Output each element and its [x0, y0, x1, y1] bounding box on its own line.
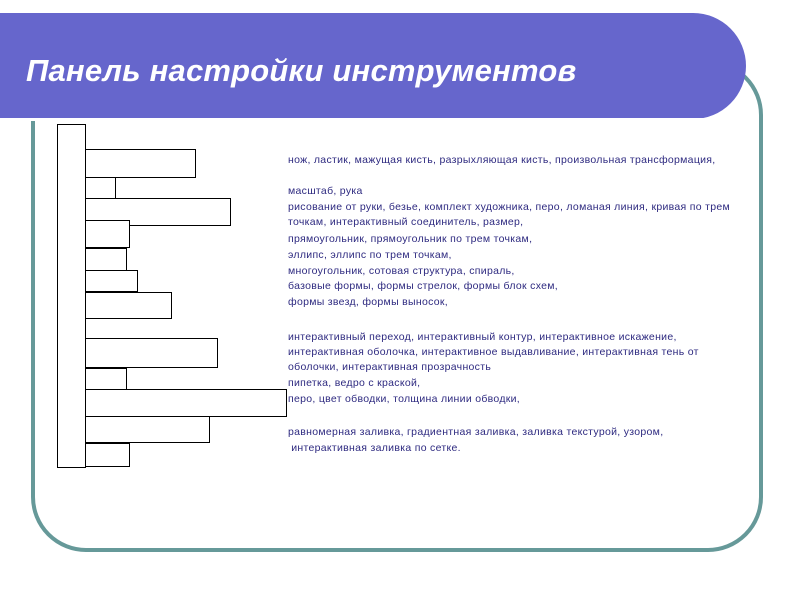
toolbar-diagram: [0, 0, 300, 600]
flyout-fill-tools: [86, 416, 210, 443]
flyout-zoom-tools: [86, 177, 116, 199]
desc-interactive-tools: интерактивный переход, интерактивный контур, интерактивное искажение, интерактивная оболочка, интерактивное выдавливание, интерактивная тень от оболочки, интерактивная прозрачность: [288, 331, 699, 373]
desc-outline-tools: перо, цвет обводки, толщина линии обводки,: [288, 393, 521, 405]
desc-fill-tools: равномерная заливка, градиентная заливка, заливка текстурой, узором,: [288, 426, 664, 438]
desc-rectangle-tools: прямоугольник, прямоугольник по трем точкам,: [288, 233, 533, 245]
desc-curve-tools: рисование от руки, безье, комплект художника, перо, ломаная линия, кривая по трем точкам, интерактивный соединитель, размер,: [288, 201, 730, 228]
desc-eyedropper-tools: пипетка, ведро с краской,: [288, 377, 421, 389]
slide-title: Панель настройки инструментов: [26, 53, 577, 88]
desc-zoom-tools: масштаб, рука: [288, 185, 363, 197]
flyout-interactive-fill: [86, 443, 130, 467]
flyout-perfect-shapes: [86, 292, 172, 319]
flyout-shape-tools: [86, 149, 196, 178]
toolbox-bar: [57, 124, 86, 468]
desc-mesh-fill: интерактивная заливка по сетке.: [288, 442, 461, 454]
desc-shape-tools: нож, ластик, мажущая кисть, разрыхляющая кисть, произвольная трансформация,: [288, 154, 716, 166]
flyout-object-tools: [86, 270, 138, 292]
flyout-outline-tools: [86, 389, 287, 417]
flyout-rectangle-tools: [86, 220, 130, 248]
desc-ellipse-tools: эллипс, эллипс по трем точкам,: [288, 249, 452, 261]
desc-object-tools: многоугольник, сотовая структура, спираль,: [288, 265, 515, 277]
desc-basic-shapes: базовые формы, формы стрелок, формы блок схем,: [288, 280, 559, 292]
flyout-interactive-tools: [86, 338, 218, 368]
desc-star-shapes: формы звезд, формы выносок,: [288, 296, 449, 308]
